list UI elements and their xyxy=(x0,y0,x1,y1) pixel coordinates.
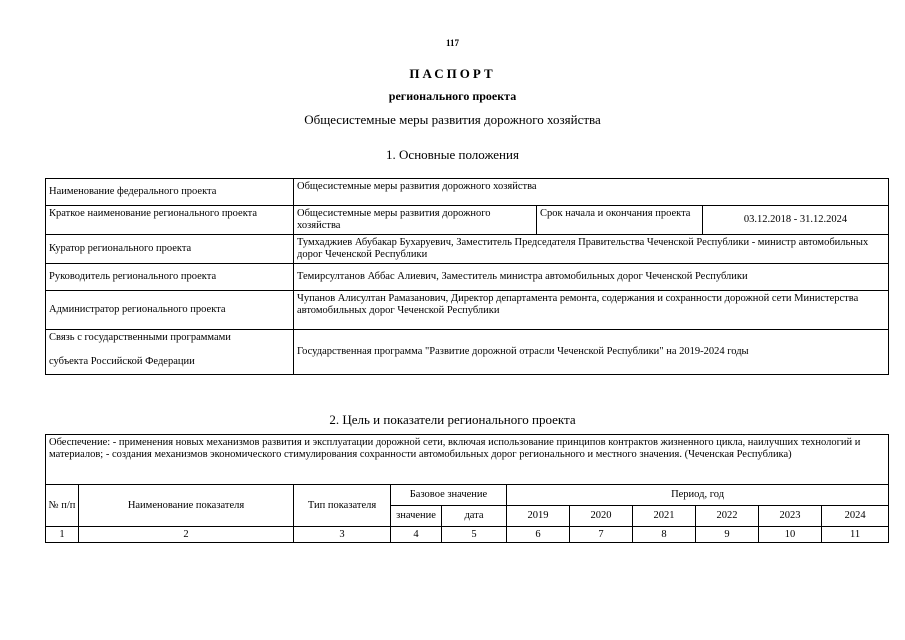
column-number: 3 xyxy=(294,527,391,543)
header-base-value: Базовое значение xyxy=(391,485,507,506)
column-number: 10 xyxy=(759,527,822,543)
table-row xyxy=(46,330,889,375)
goal-indicators-table xyxy=(45,434,889,543)
table-row xyxy=(46,485,889,506)
column-number: 6 xyxy=(507,527,570,543)
short-name-value: Общесистемные меры развития дорожного хозяйства xyxy=(294,206,537,235)
column-number: 5 xyxy=(442,527,507,543)
page-number: 117 xyxy=(445,38,459,48)
document-title: ПАСПОРТ xyxy=(409,66,496,81)
column-number: 1 xyxy=(46,527,79,543)
header-year: 2019 xyxy=(507,506,570,527)
head-label: Руководитель регионального проекта xyxy=(46,264,294,291)
header-indicator-name: Наименование показателя xyxy=(79,485,294,527)
table-row xyxy=(46,264,889,291)
programs-label-line2: субъекта Российской Федерации xyxy=(49,356,195,367)
header-num: № п/п xyxy=(46,485,79,527)
table-row xyxy=(46,291,889,330)
federal-project-value: Общесистемные меры развития дорожного хозяйства xyxy=(294,179,889,206)
header-base-value-value: значение xyxy=(391,506,442,527)
project-goal-text: Обеспечение: - применения новых механизмов развития и эксплуатации дорожной сети, включая использование принципов контрактов жизненного цикла, наилучших технологий и материалов; - создания механизмов экономического стимулирования сохранности автомобильных дорог регионального и местного значения. (Чеченская Республика) xyxy=(46,435,889,485)
programs-label-line1: Связь с государственными программами xyxy=(49,332,231,343)
section-1-title: 1. Основные положения xyxy=(386,147,519,162)
column-number: 8 xyxy=(633,527,696,543)
column-number: 11 xyxy=(822,527,889,543)
header-base-value-date: дата xyxy=(442,506,507,527)
header-year: 2020 xyxy=(570,506,633,527)
column-number: 7 xyxy=(570,527,633,543)
head-value: Темирсултанов Аббас Алиевич, Заместитель министра автомобильных дорог Чеченской Республики xyxy=(294,264,889,291)
project-name: Общесистемные меры развития дорожного хозяйства xyxy=(304,112,601,127)
project-term-value: 03.12.2018 - 31.12.2024 xyxy=(703,206,889,235)
header-year: 2023 xyxy=(759,506,822,527)
header-year: 2022 xyxy=(696,506,759,527)
column-number: 2 xyxy=(79,527,294,543)
project-term-label: Срок начала и окончания проекта xyxy=(537,206,703,235)
administrator-label: Администратор регионального проекта xyxy=(46,291,294,330)
column-number: 4 xyxy=(391,527,442,543)
header-period: Период, год xyxy=(507,485,889,506)
header-year: 2024 xyxy=(822,506,889,527)
administrator-value: Чупанов Алисултан Рамазанович, Директор департамента ремонта, содержания и сохранности дорожной сети Министерства автомобильных дорог Чеченской Республики xyxy=(294,291,889,330)
programs-label xyxy=(46,330,294,375)
document-subtitle: регионального проекта xyxy=(388,89,517,103)
short-name-label: Краткое наименование регионального проекта xyxy=(46,206,294,235)
table-row xyxy=(46,435,889,485)
table-row xyxy=(46,206,889,235)
curator-value: Тумхаджиев Абубакар Бухаруевич, Заместитель Председателя Правительства Чеченской Республики - министр автомобильных дорог Чеченской Республики xyxy=(294,235,889,264)
federal-project-label: Наименование федерального проекта xyxy=(46,179,294,206)
curator-label: Куратор регионального проекта xyxy=(46,235,294,264)
column-number: 9 xyxy=(696,527,759,543)
table-row xyxy=(46,179,889,206)
programs-value: Государственная программа "Развитие дорожной отрасли Чеченской Республики" на 2019-2024 годы xyxy=(294,330,889,375)
main-provisions-table xyxy=(45,178,889,375)
table-row xyxy=(46,527,889,543)
section-2-title: 2. Цель и показатели регионального проекта xyxy=(329,412,576,427)
header-indicator-type: Тип показателя xyxy=(294,485,391,527)
header-year: 2021 xyxy=(633,506,696,527)
table-row xyxy=(46,235,889,264)
